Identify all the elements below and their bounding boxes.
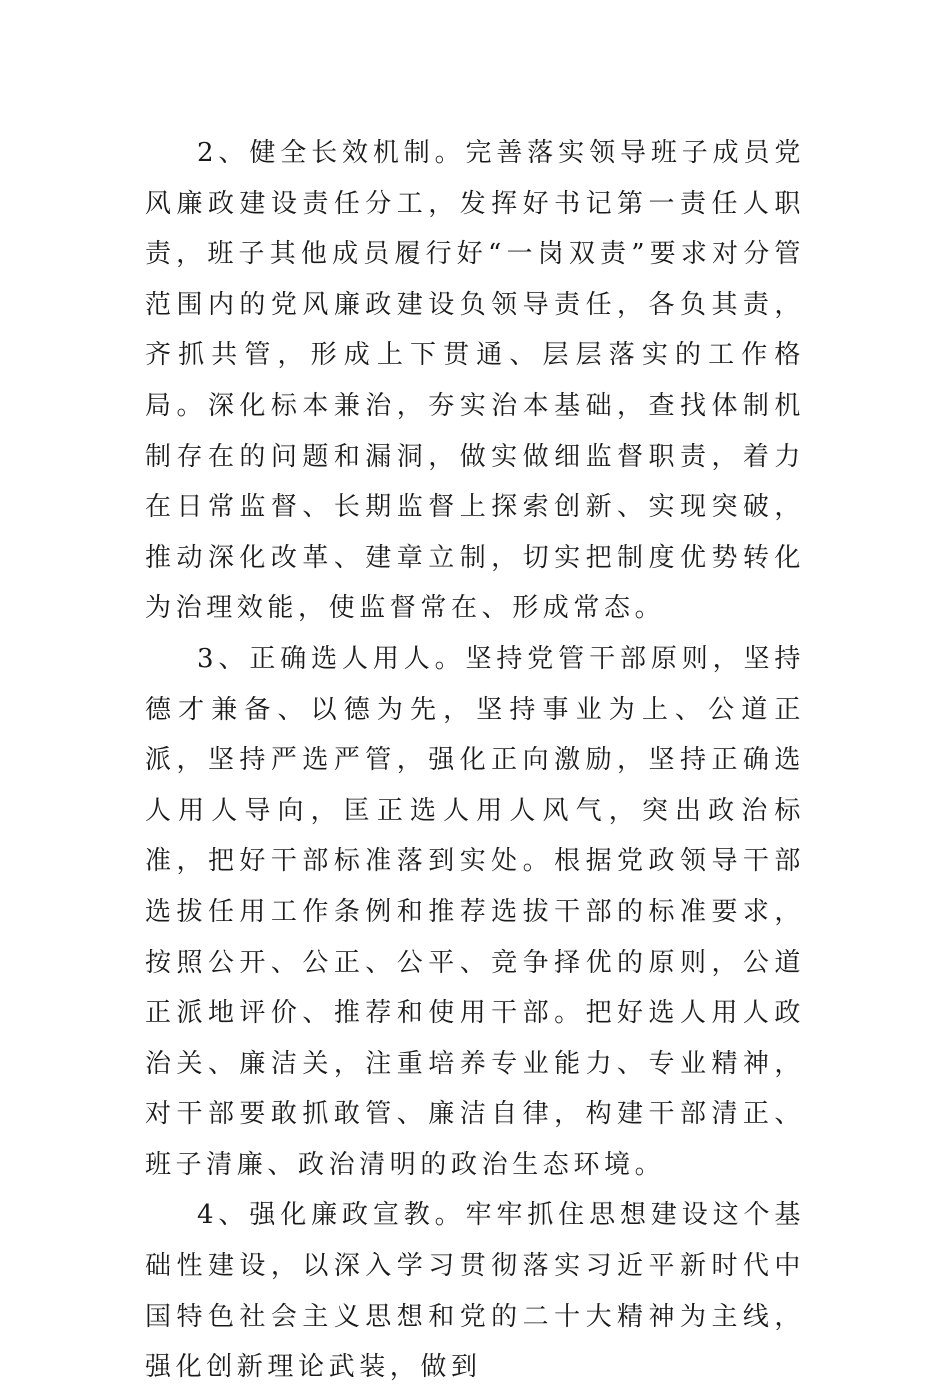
paragraph-4-integrity-education: 4、强化廉政宣教。牢牢抓住思想建设这个基础性建设，以深入学习贯彻落实习近平新时代中国特色社会主义思想和党的二十大精神为主线，强化创新理论武装，做到 — [145, 1200, 805, 1383]
paragraph-2-long-term-mechanism: 2、健全长效机制。完善落实领导班子成员党风廉政建设责任分工，发挥好书记第一责任人职责，班子其他成员履行好“一岗双责”要求对分管范围内的党风廉政建设负领导责任，各负其责，齐抓共管，形成上下贯通、层层落实的工作格局。深化标本兼治，夯实治本基础，查找体制机制存在的问题和漏洞，做实做细监督职责，着力在日常监督、长期监督上探索创新、实现突破，推动深化改革、建章立制，切实把制度优势转化为治理效能，使监督常在、形成常态。 — [145, 138, 805, 624]
paragraph-3-cadre-selection: 3、正确选人用人。坚持党管干部原则，坚持德才兼备、以德为先，坚持事业为上、公道正派，坚持严选严管，强化正向激励，坚持正确选人用人导向，匡正选人用人风气，突出政治标准，把好干部标准落到实处。根据党政领导干部选拔任用工作条例和推荐选拔干部的标准要求，按照公开、公正、公平、竞争择优的原则，公道正派地评价、推荐和使用干部。把好选人用人政治关、廉洁关，注重培养专业能力、专业精神，对干部要敢抓敢管、廉洁自律，构建干部清正、班子清廉、政治清明的政治生态环境。 — [145, 643, 805, 1180]
document-body — [145, 128, 805, 1393]
